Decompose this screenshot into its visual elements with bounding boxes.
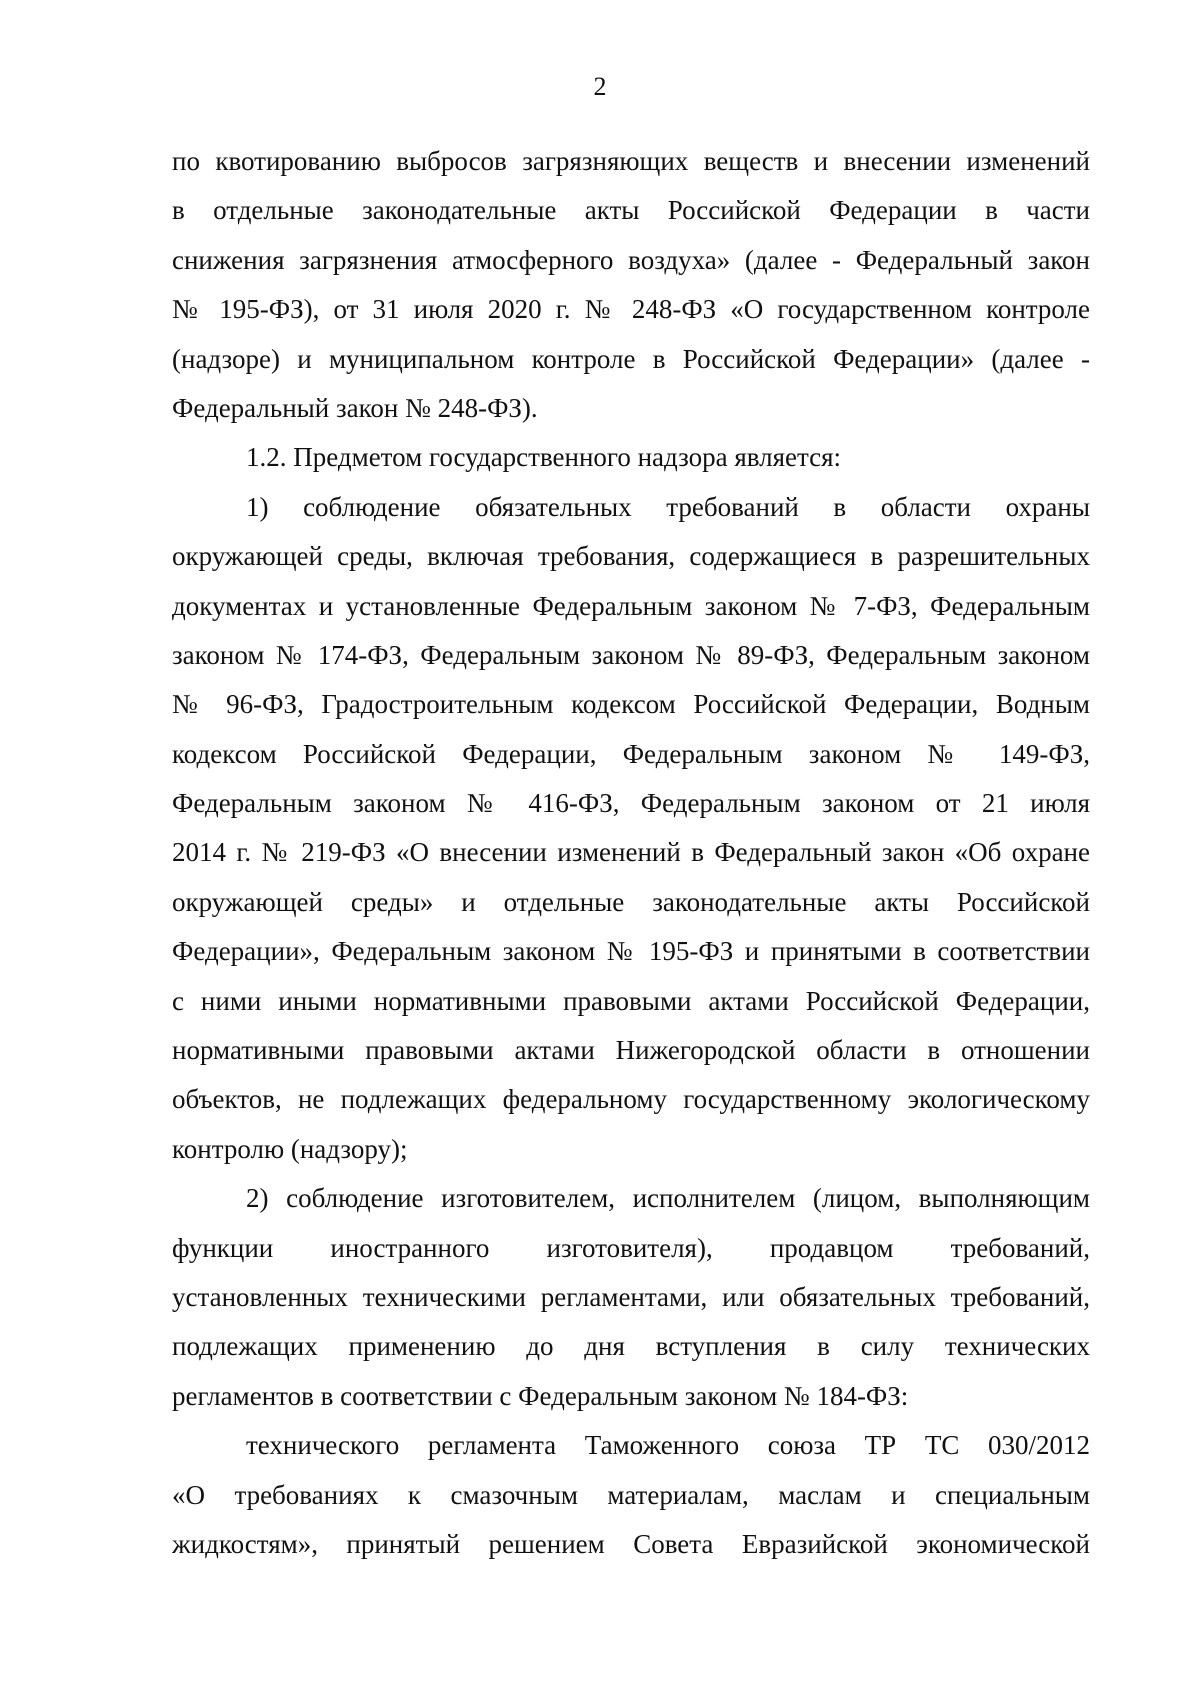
text-line: 2014 г. № 219-ФЗ «О внесении изменений в Федеральный закон «Об охране xyxy=(172,837,1090,868)
text-line: 1) соблюдение обязательных требований в области охраны xyxy=(246,491,1090,522)
text-line: № 195-ФЗ), от 31 июля 2020 г. № 248-ФЗ «О государственном контроле xyxy=(172,294,1090,325)
text-line: контролю (надзору); xyxy=(172,1133,408,1164)
text-line: кодексом Российской Федерации, Федеральным законом № 149-ФЗ, xyxy=(172,738,1090,769)
text-line: по квотированию выбросов загрязняющих веществ и внесении изменений xyxy=(172,146,1090,176)
text-line: функции иностранного изготовителя), продавцом требований, xyxy=(172,1232,1090,1263)
text-line: «О требованиях к смазочным материалам, маслам и специальным xyxy=(172,1479,1090,1510)
text-line: Федерации», Федеральным законом № 195-ФЗ и принятыми в соответствии xyxy=(172,936,1090,967)
text-line: Федеральный закон № 248-ФЗ). xyxy=(172,392,538,423)
text-line: законом № 174-ФЗ, Федеральным законом № 89-ФЗ, Федеральным законом xyxy=(172,639,1090,670)
page-number: 2 xyxy=(593,72,607,101)
text-line: документах и установленные Федеральным законом № 7-ФЗ, Федеральным xyxy=(172,590,1090,621)
text-line: подлежащих применению до дня вступления в силу технических xyxy=(172,1331,1090,1362)
text-line: окружающей среды» и отдельные законодательные акты Российской xyxy=(172,886,1090,917)
text-line: окружающей среды, включая требования, содержащиеся в разрешительных xyxy=(172,541,1090,572)
text-line: объектов, не подлежащих федеральному государственному экологическому xyxy=(172,1084,1090,1115)
text-line: 2) соблюдение изготовителем, исполнителем (лицом, выполняющим xyxy=(246,1183,1090,1214)
text-line: Федеральным законом № 416-ФЗ, Федеральным законом от 21 июля xyxy=(172,788,1090,819)
text-line: установленных техническими регламентами, или обязательных требований, xyxy=(172,1281,1090,1312)
paragraph-heading: 1.2. Предметом государственного надзора является: xyxy=(246,442,842,473)
text-line: (надзоре) и муниципальном контроле в Российской Федерации» (далее - xyxy=(172,343,1090,374)
text-line: жидкостям», принятый решением Совета Евразийской экономической xyxy=(172,1528,1090,1559)
text-line: № 96-ФЗ, Градостроительным кодексом Российской Федерации, Водным xyxy=(172,689,1090,720)
text-line: нормативными правовыми актами Нижегородской области в отношении xyxy=(172,1035,1090,1066)
document-body xyxy=(172,137,1090,1569)
text-line: регламентов в соответствии с Федеральным законом № 184-ФЗ: xyxy=(172,1380,909,1411)
text-line: снижения загрязнения атмосферного воздуха» (далее - Федеральный закон xyxy=(172,244,1090,275)
text-line: с ними иными нормативными правовыми актами Российской Федерации, xyxy=(172,985,1090,1016)
text-line: в отдельные законодательные акты Российской Федерации в части xyxy=(172,195,1090,226)
text-line: технического регламента Таможенного союза ТР ТС 030/2012 xyxy=(246,1430,1090,1461)
